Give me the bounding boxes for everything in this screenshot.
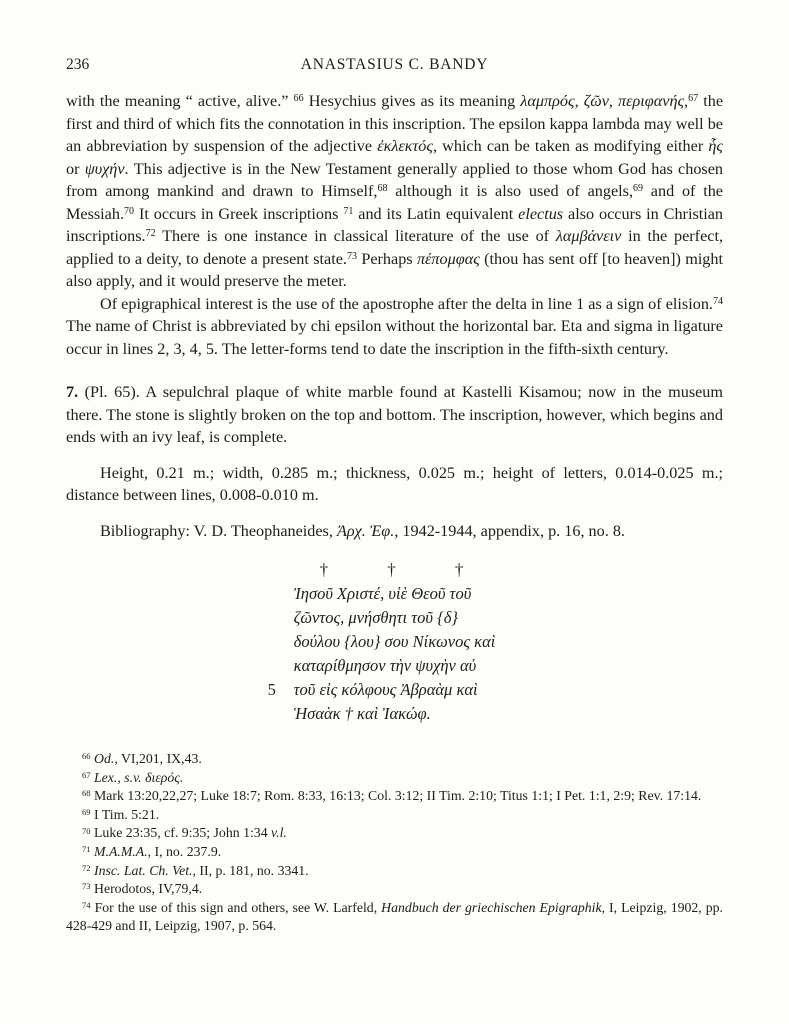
text-run: I Tim. 5:21. [94, 806, 160, 822]
inscription-line-number: 5 [267, 680, 276, 699]
footnote-73 [66, 880, 723, 899]
inscription-line-text: Ἰησοῦ Χριστέ, υἱὲ Θεοῦ τοῦ [293, 584, 472, 603]
footnote-71 [66, 843, 723, 862]
footnote-68 [66, 787, 723, 806]
item-7-paragraph [66, 381, 723, 449]
footnote-number: 72 [82, 862, 91, 873]
inscription-line-text: ζῶντος, μνήσθητι τοῦ {δ} [293, 608, 458, 627]
text-run: Mark 13:20,22,27; Luke 18:7; Rom. 8:33, 16:13; Col. 3:12; II Tim. 2:10; Titus 1:1; I Pet. 1:1, 2:9; Rev. 17:14. [94, 788, 702, 804]
footnote-marker: 68 [377, 183, 388, 195]
text-run: 7. [66, 383, 79, 401]
text-run: διερός. [141, 769, 184, 785]
inscription-section [66, 558, 723, 726]
footnote-marker: 73 [346, 250, 357, 262]
text-run: the first and third of which fits the connotation in this inscription. The epsilon kappa lambda may well be an abbreviation by suspension of the adjective [66, 92, 724, 155]
text-run: Ἀρχ. Ἐφ. [336, 521, 395, 540]
footnote-number: 70 [82, 825, 91, 836]
footnote-number: 66 [82, 751, 91, 762]
text-run: Od. [94, 751, 115, 766]
text-run: Insc. Lat. Ch. Vet. [94, 862, 193, 878]
text-run: ἐκλεκτός [377, 137, 433, 155]
footnote-67 [66, 769, 723, 788]
text-run: Herodotos, IV,79,4. [94, 881, 203, 897]
text-run: (thou has sent off [to heaven]) might also apply, and it would preserve the meter. [66, 249, 723, 290]
text-run: Height, 0.21 m.; width, 0.285 m.; thickness, 0.025 m.; height of letters, 0.014-0.025 m.; distance between lines, 0.008-0.010 m. [66, 463, 723, 504]
intro-paragraph [66, 90, 723, 293]
footnote-70 [66, 824, 723, 843]
cross-icon: † [319, 560, 329, 579]
text-run: λαμπρός, ζῶν, περιφανής, [520, 92, 689, 110]
footnote-number: 69 [82, 806, 91, 817]
text-run: For the use of this sign and others, see W. Larfeld, [94, 899, 382, 915]
footnote-marker: 74 [712, 295, 723, 307]
inscription-block [267, 558, 496, 726]
text-run: electus [518, 204, 564, 223]
inscription-line [294, 606, 496, 630]
inscription-line [294, 654, 496, 678]
inscription-line-text: δούλου {λου} σου Νίκωνος καὶ [293, 632, 496, 651]
footnote-number: 73 [82, 881, 91, 892]
text-run: , I, no. 237.9. [147, 843, 222, 859]
text-run: It occurs in Greek inscriptions [134, 204, 344, 223]
text-run: , which can be taken as modifying either [432, 137, 709, 155]
text-run: or [66, 159, 85, 178]
text-run: , II, p. 181, no. 3341. [192, 862, 309, 878]
inscription-line-text: τοῦ εἰς κόλφους Ἀβραὰμ καὶ [293, 680, 478, 699]
text-run: and its Latin equivalent [353, 204, 519, 223]
footnotes [66, 750, 723, 936]
text-run: ἧς [708, 137, 723, 155]
inscription-line [294, 630, 496, 654]
text-run: Lex., s.v. [94, 769, 142, 785]
text-run: v.l. [271, 825, 287, 841]
text-run: (Pl. 65). A sepulchral plaque of white marble found at Kastelli Kisamou; now in the museum there. The stone is slightly broken on the top and bottom. The inscription, however, which begins and ends with an ivy leaf, is complete. [66, 383, 723, 446]
text-run: λαμβάνειν [555, 227, 622, 245]
text-run: . This adjective is in the New Testament generally applied to those whom God has chosen from among mankind and drawn to Himself, [66, 159, 723, 200]
bibliography-paragraph [66, 520, 723, 543]
text-run: ψυχήν [84, 159, 125, 178]
text-run: in the perfect, applied to a deity, to denote a present state. [66, 227, 723, 268]
footnote-marker: 67 [688, 93, 699, 105]
footnote-74 [66, 899, 723, 936]
footnote-marker: 71 [343, 205, 354, 217]
footnote-marker: 70 [124, 205, 135, 217]
footnote-number: 74 [82, 899, 91, 910]
cross-icon: † [387, 560, 396, 579]
text-run: πέπομφας [416, 249, 480, 268]
cross-icon: † [454, 560, 464, 579]
inscription-line [294, 582, 496, 606]
footnote-number: 71 [82, 844, 91, 855]
footnote-number: 67 [82, 769, 91, 780]
footnote-66 [66, 750, 723, 769]
text-run: There is one instance in classical literature of the use of [155, 227, 556, 245]
text-run: with the meaning “ active, alive.” [66, 92, 294, 110]
footnote-72 [66, 862, 723, 881]
text-run: and of the Messiah. [66, 182, 723, 223]
text-run: Bibliography: V. D. Theophaneides, [100, 521, 337, 540]
text-run: also occurs in Christian inscriptions. [66, 204, 724, 245]
text-run: M.A.M.A. [94, 843, 148, 859]
text-run: , VI,201, IX,43. [114, 751, 202, 766]
text-run: although it is also used of angels, [387, 182, 633, 200]
inscription-line [267, 678, 496, 702]
body-paragraphs [66, 90, 723, 542]
text-run: The name of Christ is abbreviated by chi epsilon without the horizontal bar. Eta and sigma in ligature occur in lines 2, 3, 4, 5. The letter-forms tend to date the inscription in the fifth-sixth century. [66, 317, 723, 358]
footnote-number: 68 [82, 788, 91, 799]
measurements-paragraph [66, 462, 723, 507]
page-header [66, 56, 723, 78]
footnote-marker: 66 [293, 93, 304, 105]
epigraphical-paragraph [66, 293, 723, 361]
text-run: , 1942-1944, appendix, p. 16, no. 8. [394, 521, 625, 540]
inscription-line-text: Ἡσαὰκ † καὶ Ἰακώφ. [293, 704, 431, 723]
inscription-line [294, 702, 496, 726]
text-run: Perhaps [356, 249, 417, 268]
footnote-69 [66, 806, 723, 825]
inscription-crosses [294, 558, 496, 582]
footnote-marker: 72 [145, 228, 156, 240]
running-head: ANASTASIUS C. BANDY [300, 56, 489, 73]
footnote-marker: 69 [633, 183, 644, 195]
inscription-lines [267, 582, 496, 726]
text-run: , I, Leipzig, 1902, pp. 428-429 and II, Leipzig, 1907, p. 564. [66, 899, 723, 934]
text-run: Handbuch der griechischen Epigraphik [381, 899, 602, 915]
text-run: Hesychius gives as its meaning [303, 92, 521, 110]
text-run: Luke 23:35, cf. 9:35; John 1:34 [94, 825, 272, 841]
page-number: 236 [66, 56, 90, 73]
text-run: Of epigraphical interest is the use of the apostrophe after the delta in line 1 as a sign of elision. [100, 294, 713, 313]
inscription-line-text: καταρίθμησον τὴν ψυχὴν αὐ [293, 656, 477, 675]
